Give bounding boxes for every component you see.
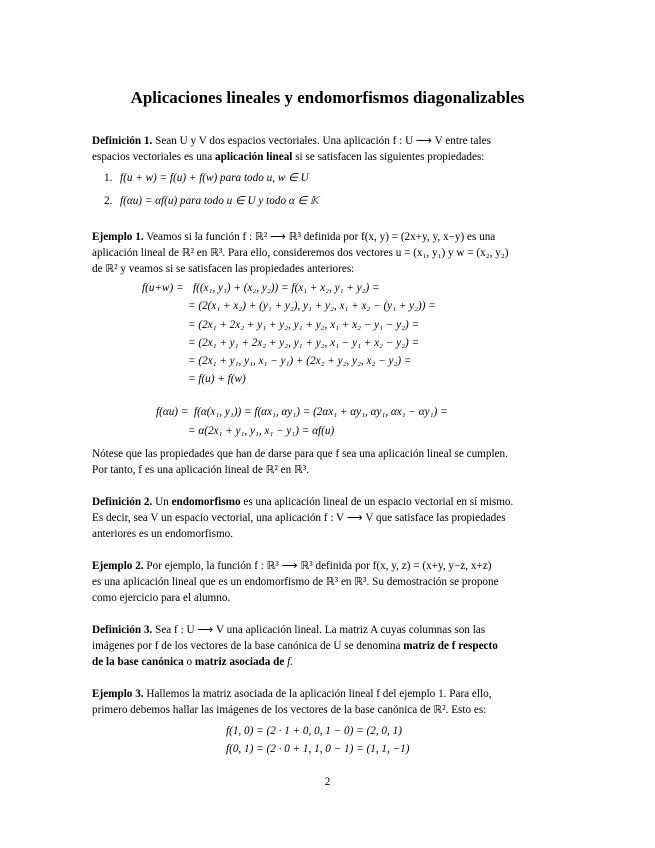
properties-list <box>104 170 319 209</box>
term-aplicacion-lineal: aplicación lineal <box>215 151 293 163</box>
ej2-label: Ejemplo 2. <box>92 560 144 572</box>
list-item: 1. f(u + w) = f(u) + f(w) para todo u, w ∈ U <box>104 172 309 184</box>
ej3-label: Ejemplo 3. <box>92 688 144 700</box>
example-3: Ejemplo 3. Hallemos la matriz asociada de la aplicación lineal f del ejemplo 1. Para ello, primero debemos hallar las imágenes de los vectores de la base canónica de ℝ². Esto es: <box>92 688 492 716</box>
term-matriz-respecto: matriz de f respecto <box>403 640 498 652</box>
def2-label: Definición 2. <box>92 496 153 508</box>
page-number: 2 <box>324 776 331 788</box>
page-title: Aplicaciones lineales y endomorfismos diagonalizables <box>130 88 525 107</box>
def1-line-1: Definición 1. Sean U y V dos espacios vectoriales. Una aplicación f : U ⟶ V entre tales <box>92 135 491 147</box>
example-1: Ejemplo 1. Veamos si la función f : ℝ² ⟶ ℝ³ definida por f(x, y) = (2x+y, y, x−y) es una aplicación lineal de ℝ² en ℝ³. Para ello, consideremos dos vectores u = (x₁, y₁) y w = (x₂, y₂) de ℝ² y veamos si se satisfacen las propiedades anteriores: <box>92 231 509 275</box>
equation-basis-images: f(1, 0) = (2 · 1 + 0, 0, 1 − 0) = (2, 0, 1) f(0, 1) = (2 · 0 + 1, 1, 0 − 1) = (1, 1, −1) <box>226 725 410 755</box>
ej1-label: Ejemplo 1. <box>92 231 144 243</box>
def1-label: Definición 1. <box>92 135 153 147</box>
definition-3: Definición 3. Sea f : U ⟶ V una aplicación lineal. La matriz A cuyas columnas son las imágenes por f de los vectores de la base canónica de U se denomina matriz de f respecto de la base canónica o matriz asociada de f. <box>92 624 498 668</box>
document-page: Aplicaciones lineales y endomorfismos diagonalizables Definición 1. Sean U y V dos espacios vectoriales. Una aplicación f : U ⟶ V entre tales espacios vectoriales es una aplicación lineal si se satisfacen las siguientes propiedades: 1. f(u + w) = f(u) + f(w) para todo u, w ∈ U 2. f(αu) = αf(u) para todo u ∈ U y todo α ∈ 𝕂 Ejemplo 1. Veamos si la función f : ℝ² ⟶ ℝ³ definida por f(x, y) = (2x+y, y, x−y) es una aplicación lineal de ℝ² en ℝ³. Para ello, consideremos dos vectores u = (x₁, y₁) y w = (x₂, y₂) de ℝ² y veamos si se satisfacen las propiedades anteriores: f(u+w) = f((x₁, y₁) + (x₂, y₂)) = f(x₁ + x₂, y₁ + y₂) = = (2(x₁ + x₂) + (y₁ + y₂), y₁ + y₂, x₁ + x₂ − (y₁ + y₂)) = = (2x₁ + 2x₂ + y₁ + y₂, y₁ + y₂, x₁ + x₂ − y₁ − y₂) = = (2x₁ + y₁ + 2x₂ + y₂, y₁ + y₂, x₁ − y₁ + x₂ − y₂) = = (2x₁ + y₁, y₁, x₁ − y₁) + (2x₂ + y₂, y₂, x₂ − y₂) = = f(u) + f(w) f(αu) = f(α(x₁, y₁)) = f(αx₁, αy₁) = (2αx₁ + αy₁, αy₁, αx₁ − αy₁) = = α(2x₁ + y₁, y₁, x₁ − y₁) = αf(u) Nótese que las propiedades que han de darse para que f sea una aplicación lineal se cumplen. Por tanto, f es una aplicación lineal de ℝ² en ℝ³. Definición 2. Un endomorfismo es una aplicación lineal de un espacio vectorial en sí mismo. Es decir, sea V un espacio vectorial, una aplicación f : V ⟶ V que satisface las propiedades anteriores es un endomorfismo. Ejemplo 2. Por ejemplo, la función f : ℝ³ ⟶ ℝ³ definida por f(x, y, z) = (x+y, y−z, x+z) es una aplicación lineal que es un endomorfismo de ℝ³ en ℝ³. Su demostración se propone como ejercicio para el alumno. Definición 3. Sea f : U ⟶ V una aplicación lineal. La matriz A cuyas columnas son las imágenes por f de los vectores de la base canónica de U se denomina matriz de f respecto de la base canónica o matriz asociada de f. Ejemplo 3. Hallemos la matriz asociada de la aplicación lineal f del ejemplo 1. Para ello, primero debemos hallar las imágenes de los vectores de la base canónica de ℝ². Esto es: f(1, 0) = (2 · 1 + 0, 0, 1 − 0) = (2, 0, 1) f(0, 1) = (2 · 0 + 1, 1, 0 − 1) = (1, 1, −1) 2 <box>0 0 655 848</box>
definition-1 <box>92 133 566 165</box>
example-1-conclusion: Nótese que las propiedades que han de darse para que f sea una aplicación lineal se cumplen. Por tanto, f es una aplicación lineal de ℝ² en ℝ³. <box>92 448 508 476</box>
term-endomorfismo: endomorfismo <box>171 496 241 508</box>
definition-2: Definición 2. Un endomorfismo es una aplicación lineal de un espacio vectorial en sí mismo. Es decir, sea V un espacio vectorial, una aplicación f : V ⟶ V que satisface las propiedades anteriores es un endomorfismo. <box>92 496 514 540</box>
term-base-canonica: de la base canónica <box>92 656 184 668</box>
term-matriz-asociada: matriz asociada de <box>194 656 285 668</box>
def3-label: Definición 3. <box>92 624 153 636</box>
list-item: 2. f(αu) = αf(u) para todo u ∈ U y todo α ∈ 𝕂 <box>104 195 319 207</box>
example-2: Ejemplo 2. Por ejemplo, la función f : ℝ³ ⟶ ℝ³ definida por f(x, y, z) = (x+y, y−z, x+z) es una aplicación lineal que es un endomorfismo de ℝ³ en ℝ³. Su demostración se propone como ejercicio para el alumno. <box>92 560 499 604</box>
def1-line-2: espacios vectoriales es una aplicación lineal si se satisfacen las siguientes propiedades: <box>92 151 485 163</box>
